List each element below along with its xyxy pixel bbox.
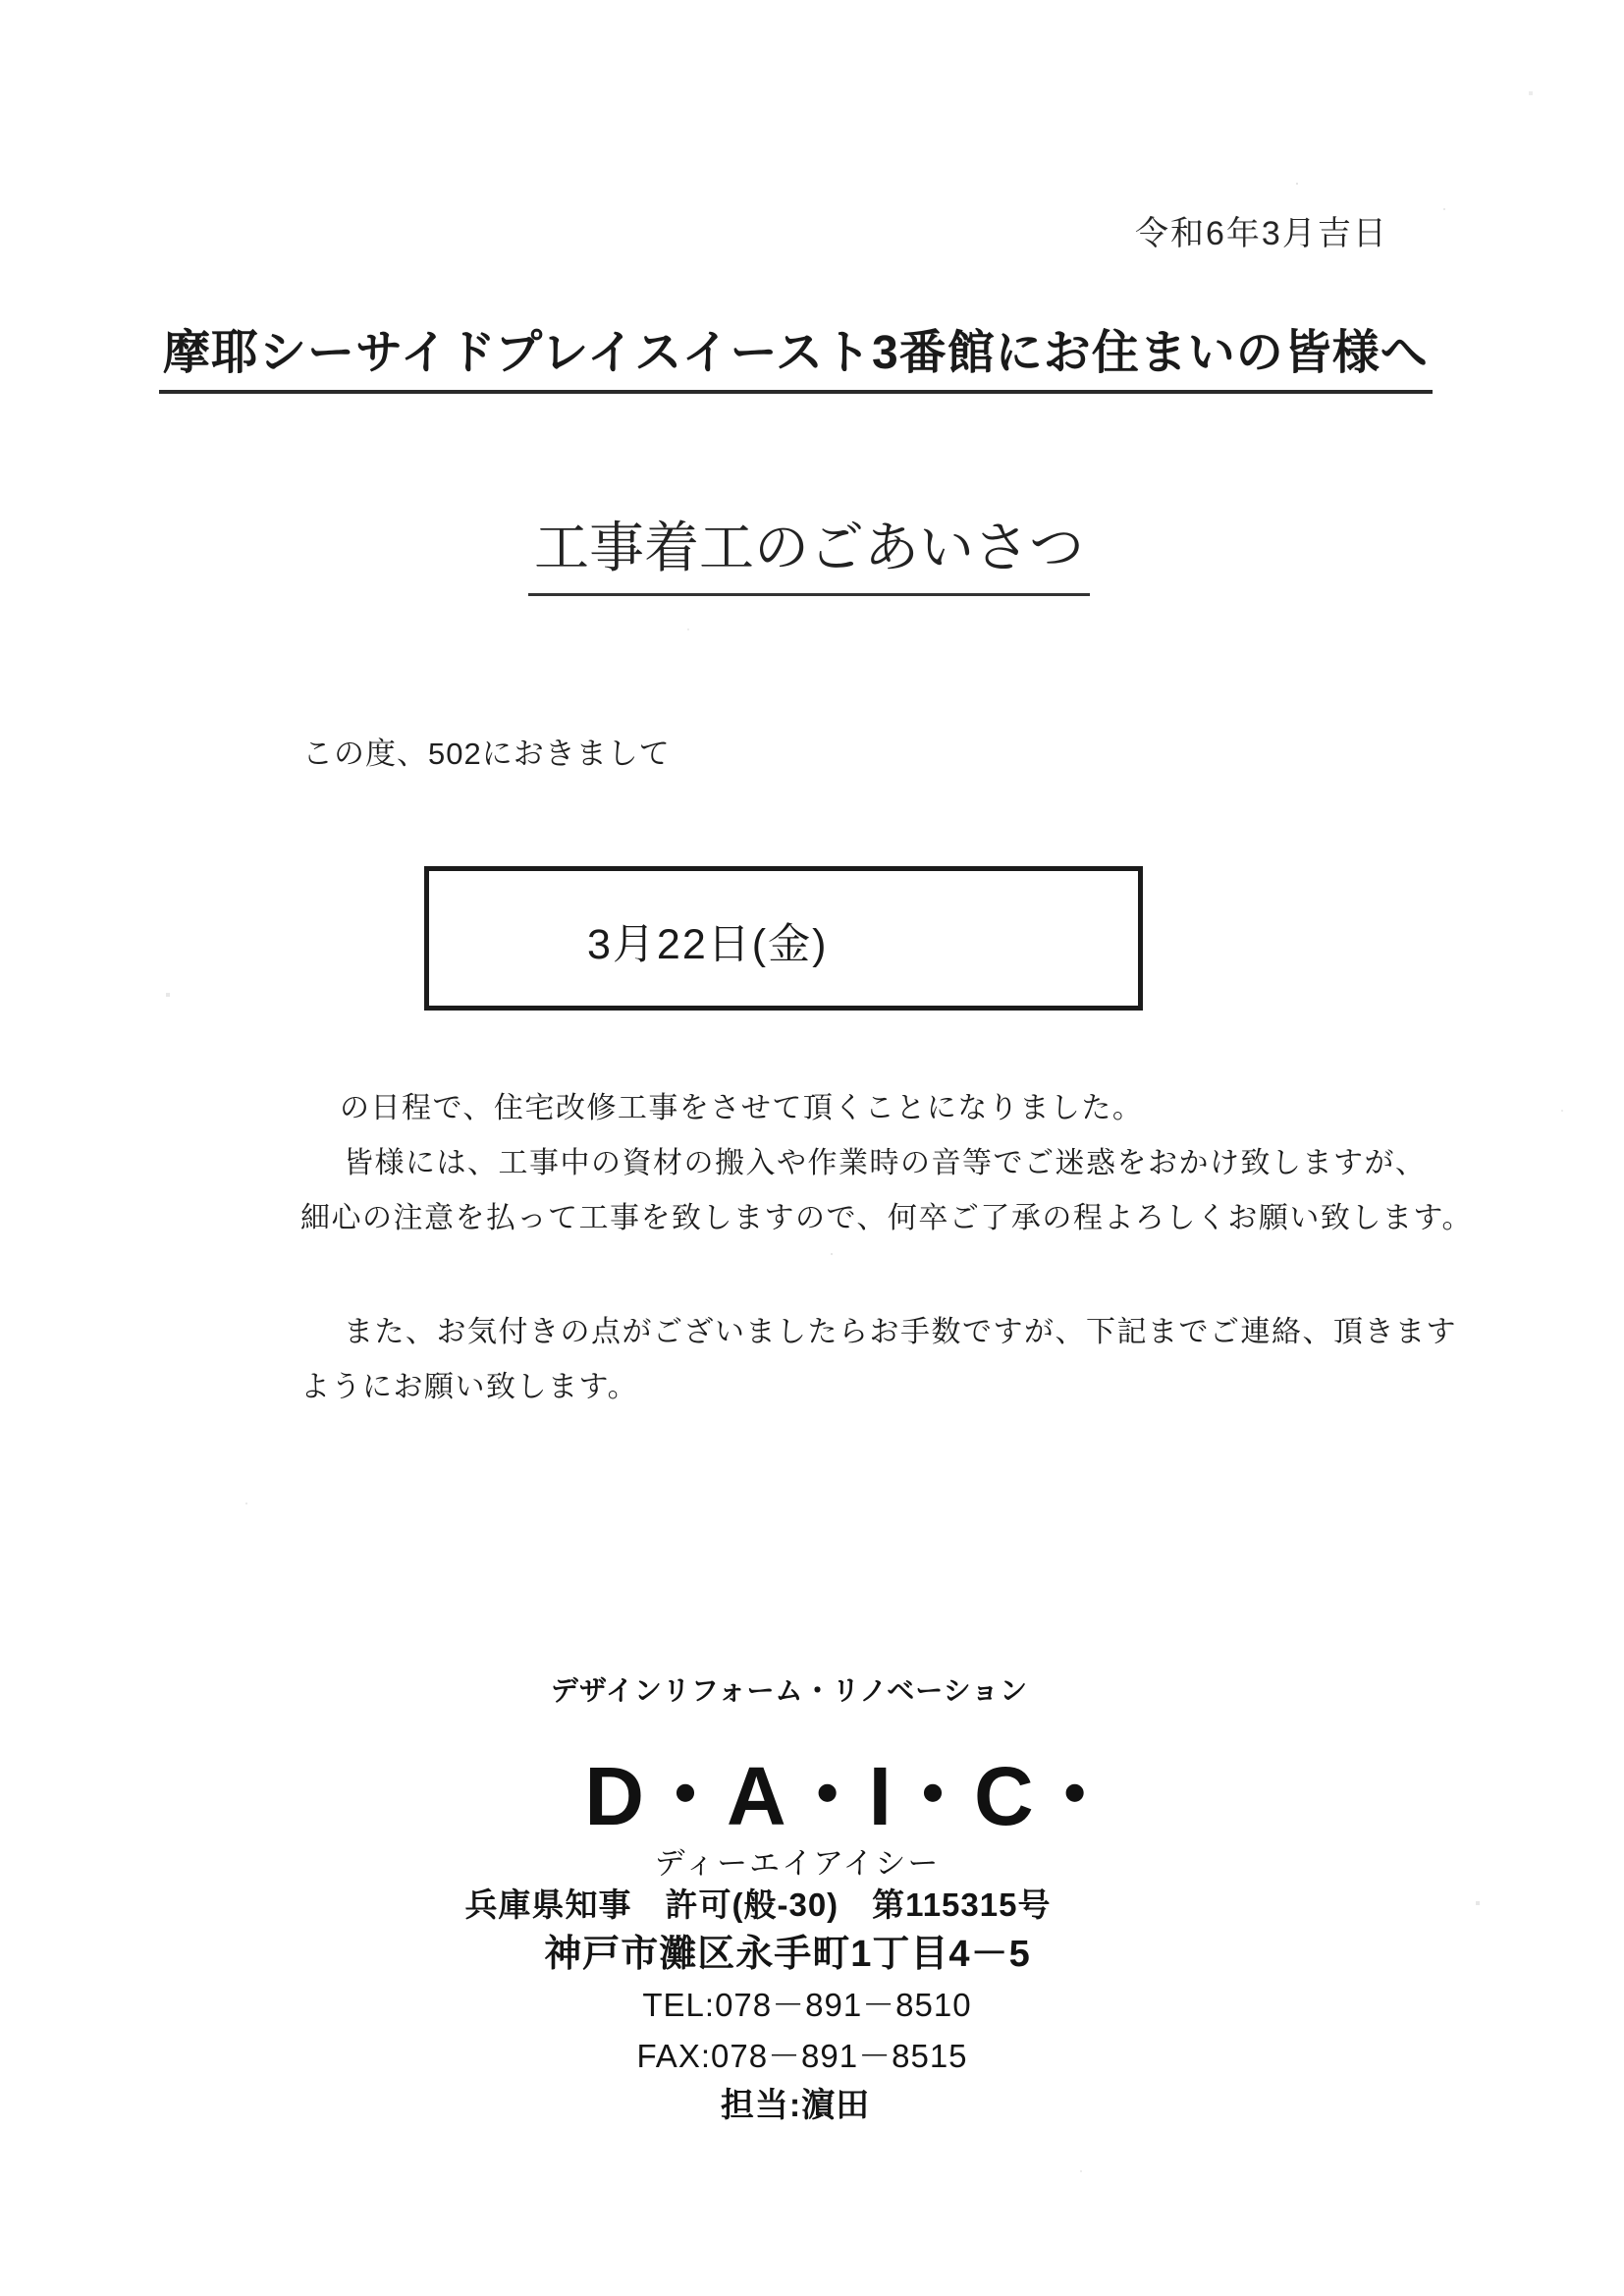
schedule-date: 3月22日(金) bbox=[587, 921, 829, 968]
body-line: 皆様には、工事中の資材の搬入や作業時の音等でご迷惑をおかけ致しますが、 bbox=[344, 1147, 1427, 1179]
body-line: の日程で、住宅改修工事をさせて頂くことになりました。 bbox=[340, 1092, 1144, 1124]
intro-line: この度、502におきまして bbox=[302, 737, 671, 771]
company-license: 兵庫県知事 許可(般-30) 第115315号 bbox=[464, 1886, 1052, 1923]
scan-speckles bbox=[0, 0, 2, 2]
company-tel: TEL:078－891－8510 bbox=[642, 1987, 972, 2023]
recipient-line: 摩耶シーサイドプレイスイースト3番館にお住まいの皆様へ bbox=[159, 314, 1433, 394]
company-tagline: デザインリフォーム・リノベーション bbox=[550, 1675, 1029, 1706]
body-line: ようにお願い致します。 bbox=[300, 1371, 639, 1403]
company-fax: FAX:078－891－8515 bbox=[636, 2038, 968, 2074]
company-contact: 担当:濵田 bbox=[720, 2087, 871, 2124]
letter-title: 工事着工のごあいさつ bbox=[528, 505, 1090, 596]
date-line: 令和6年3月吉日 bbox=[1135, 215, 1388, 252]
company-logo: D・A・I・C・ bbox=[584, 1750, 1116, 1842]
company-kana-name: ディーエイアイシー bbox=[654, 1846, 941, 1881]
body-line: また、お気付きの点がございましたらお手数ですが、下記までご連絡、頂きます bbox=[344, 1316, 1457, 1348]
body-line: 細心の注意を払って工事を致しますので、何卒ご了承の程よろしくお願い致します。 bbox=[300, 1202, 1473, 1234]
company-address: 神戸市灘区永手町1丁目4－5 bbox=[544, 1934, 1031, 1975]
